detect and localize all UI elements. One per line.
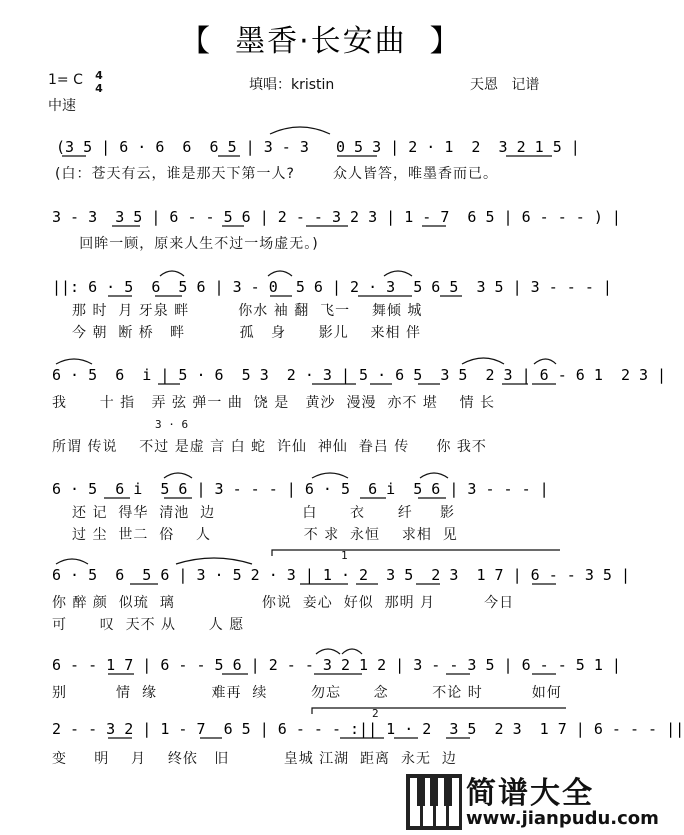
notation-line: 6 - - 1 7 | 6 - - 5 6 | 2 - - 3 2 1 2 | 3 - - 3 5 | 6 - - 5 1 | (52, 656, 621, 674)
logo-url: www.jianpudu.com (466, 808, 659, 829)
notation-line: 6 · 5 6 i 5 6 | 3 - - - | 6 · 5 6 i 5 6 | 3 - - - | (52, 480, 549, 498)
tempo-marking: 中速 (48, 98, 76, 114)
lyric-line: (白：苍天有云，谁是那天下第一人? 众人皆答，唯墨香而已。 (55, 166, 499, 182)
lyric-line: 还 记 得华 清池 边 白 衣 纤 影 (72, 505, 456, 521)
lyric-line: 今 朝 断 桥 畔 孤 身 影儿 来相 伴 (72, 325, 421, 341)
volta-number: 1 (341, 549, 348, 562)
notation-line: ||: 6 · 5 6 5 6 | 3 - 0 5 6 | 2 · 3 5 6 5 3 5 | 3 - - - | (52, 278, 612, 296)
key-signature: 1= C (48, 72, 83, 88)
recorder-credit: 天恩 记谱 (470, 77, 540, 93)
notation-line: (3 5 | 6 · 6 6 6 5 | 3 - 3 0 5 3 | 2 · 1 2 3 2 1 5 | (56, 138, 580, 156)
notation-line: 6 · 5 6 5 6 | 3 · 5 2 · 3 | 1 · 2 3 5 2 3 1 7 | 6 - - 3 5 | (52, 566, 630, 584)
notation-line: 6 · 5 6 i | 5 · 6 5 3 2 · 3 | 5 · 6 5 3 5 2 3 | 6 - 6 1 2 3 | (52, 366, 667, 384)
lyric-line: 我 十 指 弄 弦 弹一 曲 饶 是 黄沙 漫漫 亦不 堪 情 长 (52, 395, 496, 411)
notation-line: 3 - 3 3 5 | 6 - - 5 6 | 2 - - 3 2 3 | 1 - 7 6 5 | 6 - - - ) | (52, 208, 621, 226)
lyric-line: 别 情 缘 难再 续 勿忘 念 不论 时 如何 (52, 685, 562, 701)
piano-logo-icon (406, 774, 462, 830)
alt-notes: 3 · 6 (155, 418, 189, 431)
singer-credit: 填唱：kristin (249, 77, 335, 93)
logo-text: 简谱大全 (466, 776, 594, 811)
volta-number: 2 (372, 707, 379, 720)
time-signature-bottom: 4 (95, 82, 103, 95)
lyric-line: 所谓 传说 不过 是虚 言 白 蛇 许仙 神仙 眷吕 传 你 我不 (52, 439, 487, 455)
lyric-line: 你 醉 颜 似琉 璃 你说 妾心 好似 那明 月 今日 (52, 595, 515, 611)
site-logo (404, 768, 659, 835)
page-title: 【 墨香·长安曲 】 (180, 24, 462, 59)
time-signature-top: 4 (95, 69, 103, 82)
lyric-line: 过 尘 世二 俗 人 不 求 永恒 求相 见 (72, 527, 458, 543)
lyric-line: 可 叹 天不 从 人 愿 (52, 617, 245, 633)
lyric-line: 变 明 月 终依 旧 皇城 江湖 距离 永无 边 (52, 751, 457, 767)
lyric-line: 回眸一顾，原来人生不过一场虚无。) (52, 236, 319, 252)
notation-line: 2 - - 3 2 | 1 - 7 6 5 | 6 - - - :|| 1 · 2 3 5 2 3 1 7 | 6 - - - || (52, 720, 684, 738)
lyric-line: 那 时 月 牙泉 畔 你水 袖 翻 飞一 舞倾 城 (72, 303, 423, 319)
